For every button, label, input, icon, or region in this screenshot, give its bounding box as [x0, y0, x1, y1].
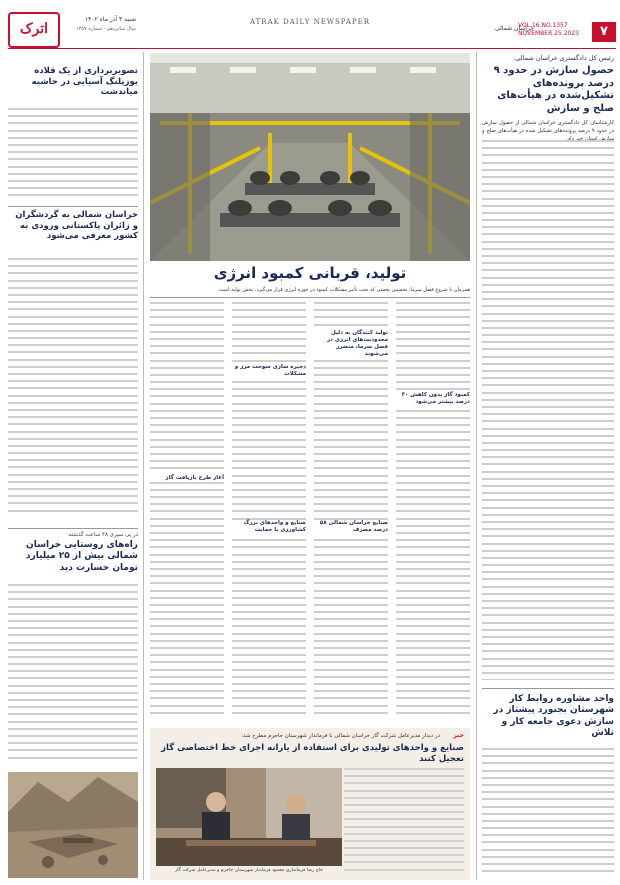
subhead: ذخیره سازی سوخت مرز و مشکلات: [234, 364, 306, 377]
center-rule: [150, 297, 470, 298]
subhead-box: [314, 520, 388, 534]
meeting-photo-caption: حاج رضا فرمانداری محمود فرماندار شهرستان جاجرم و مدیرعامل شرکت گاز: [175, 868, 323, 873]
factory-illustration: [150, 53, 470, 261]
article-title: واحد مشاوره روابط کار شهرستان بجنورد پیشتاز در سازش دعوی جامعه کار و تلاش: [493, 694, 614, 738]
article-body-text: [8, 584, 138, 768]
subhead: صنایع و واحدهای بزرگ کشاورزی با حمایت: [243, 520, 306, 533]
header-rule: [8, 48, 616, 49]
article-title: تصویربرداری از یک قلاده یوزپلنگ آسیایی در حاشیه میاندشت: [31, 66, 138, 98]
article-title: خراسان شمالی به گردشگران و زائران پاکستانی ورودی به کشور معرفی می‌شود: [15, 210, 138, 242]
factory-photo: [150, 53, 470, 261]
article-pakistani-tourists: [8, 210, 138, 242]
date-fa: شنبه ۴ آذر ماه ۱۴۰۲: [84, 16, 136, 23]
flood-illustration: [8, 772, 138, 878]
article-body-text: [482, 140, 614, 680]
subhead: تولید کنندگان به دلیل محدودیت‌های انرژی در فصل سرما، متضرر می‌شوند: [327, 330, 388, 357]
volume-number: VOL.16.NO.1357: [518, 22, 568, 29]
center-caption-box: [150, 287, 470, 293]
center-col-text: [396, 302, 470, 722]
gas-kicker: در دیدار مدیرعامل شرکت گاز خراسان شمالی با فرماندار شهرستان جاجرم مطرح شد:: [241, 733, 440, 739]
meeting-illustration: [156, 768, 342, 866]
article-cheetah: [8, 66, 138, 98]
gas-article: [150, 728, 470, 880]
subhead: کمبود گاز بدون کاهش ۳۰ درصد بیشتر می‌شود: [401, 392, 470, 405]
article-body-text: [8, 108, 138, 202]
center-caption: همزمان با شروع فصل سرما، نخستین بخشی که تحت تأثیر مشکلات کمبود در حوزه انرژی قرار می‌گیرد، بخش تولید است.: [217, 287, 470, 293]
article-kicker: در پی سپری ۴۸ ساعت گذشته:: [66, 532, 138, 538]
article-body-text: [8, 258, 138, 524]
subhead: صنایع خراسان شمالی ۵۸ درصد مصرف: [319, 520, 388, 533]
logo-mark: اترک: [8, 12, 60, 48]
gas-text: [344, 768, 464, 876]
center-title: تولید، قربانی کمبود انرژی: [213, 264, 407, 282]
column-divider: [476, 52, 477, 880]
section-rule: [8, 206, 138, 207]
subhead-box: [150, 475, 224, 482]
center-col-text: [150, 302, 224, 722]
subhead-box: [232, 364, 306, 378]
section-label: خراسان شمالی: [494, 25, 534, 32]
article-labor-mediation: [482, 694, 614, 739]
center-headline: [150, 264, 470, 283]
gas-title: صنایع و واحدهای تولیدی برای استفاده از یارانه اجرای خط اختصاصی گاز تعجیل کنند: [161, 743, 464, 764]
newspaper-logo: [8, 12, 138, 46]
subhead-box: [396, 392, 470, 406]
section-rule: [482, 688, 614, 689]
center-col-text: [314, 302, 388, 722]
meeting-photo: [156, 768, 342, 866]
subhead: آغاز طرح بازیافت گاز: [165, 475, 224, 481]
subhead-box: [314, 330, 388, 358]
news-tag: خبر: [453, 732, 464, 739]
article-title: حصول سازش در حدود ۹ درصد پرونده‌های تشکیل‌شده در هیأت‌های صلح و سازش: [493, 65, 614, 114]
header-info: [484, 22, 616, 42]
page-number: ۷: [592, 22, 616, 42]
article-rural-roads: [8, 532, 138, 574]
article-kicker: رئیس کل دادگستری خراسان شمالی:: [513, 54, 614, 62]
section-rule: [8, 528, 138, 529]
article-body-text: [482, 748, 614, 880]
column-divider: [143, 52, 144, 880]
flood-photo: [8, 772, 138, 878]
article-lead: کارشناسان کل دادگستری خراسان شمالی از حصول سازش در حدود ۹ درصد پرونده‌های تشکیل شده در هیأت‌های صلح و: [482, 120, 614, 135]
article-mediation: [482, 54, 614, 143]
article-title: راه‌های روستایی خراسان شمالی بیش از ۲۵ میلیارد تومان خسارت دید: [25, 540, 138, 573]
issue-number: سال شانزدهم - شماره ۱۳۵۷: [76, 26, 136, 32]
date-en: NOVEMBER 25 2023: [518, 30, 579, 37]
paper-name: ATRAK DAILY NEWSPAPER: [249, 18, 371, 26]
subhead-box: [232, 520, 306, 534]
